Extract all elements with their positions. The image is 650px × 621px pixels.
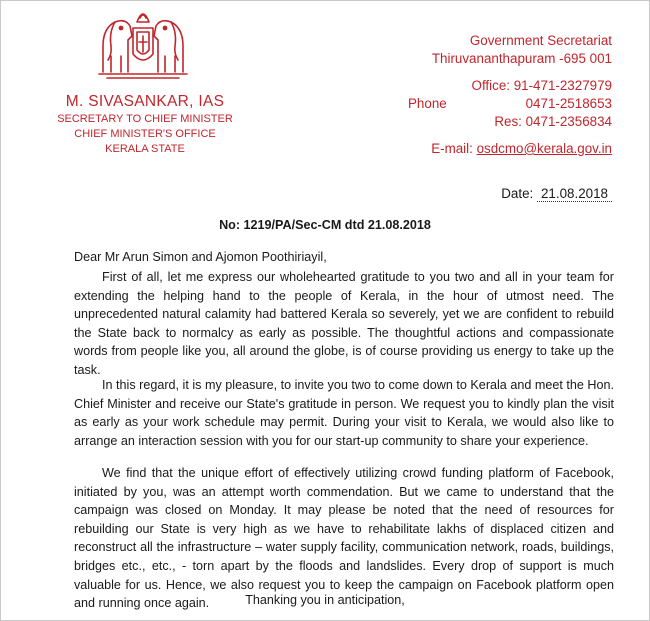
- phone-number: 0471-2518653: [525, 96, 612, 111]
- body-paragraph-1: First of all, let me express our wholehearted gratitude to you two and all in your team for extending the helping hand to the people of Kerala, in the hour of utmost need. The unprecedented natural calamity had battered Kerala so severely, yet we are confident to rebuild the State back to normalcy as early as possible. The thoughtful actions and compassionate words from people like you, all around the globe, is of course providing us energy to take up the task.: [74, 270, 614, 377]
- date-row: [501, 186, 612, 201]
- date-value: 21.08.2018: [537, 186, 612, 202]
- sender-office: CHIEF MINISTER'S OFFICE: [74, 128, 216, 140]
- reference-number: No: 1219/PA/Sec-CM dtd 21.08.2018: [219, 218, 431, 232]
- closing-line: Thanking you in anticipation,: [245, 593, 405, 607]
- address-block: [382, 32, 612, 68]
- address-line-2: Thiruvananthapuram -695 001: [431, 51, 612, 66]
- kerala-state-emblem-icon: [97, 2, 189, 80]
- sender-name: M. SIVASANKAR, IAS: [65, 93, 225, 110]
- address-line-1: Government Secretariat: [469, 33, 612, 48]
- sender-state: KERALA STATE: [105, 143, 185, 155]
- date-label: Date:: [501, 186, 537, 201]
- email-row: [431, 141, 612, 156]
- body-paragraph-2: In this regard, it is my pleasure, to invite you two to come down to Kerala and meet the Hon. Chief Minister and receive our State's gratitude in person. We request you to kindly plan the visit as early as your work schedule may permit. During your visit to Kerala, we would also like to arrange an interaction session with you for our start-up community to share your experience.: [74, 378, 614, 448]
- sender-title: SECRETARY TO CHIEF MINISTER: [57, 113, 233, 125]
- residence-phone: Res: 0471-2356834: [494, 114, 612, 129]
- phone-label: Phone: [408, 96, 447, 111]
- email-label: E-mail:: [431, 141, 477, 156]
- sender-block: [40, 92, 250, 157]
- salutation: Dear Mr Arun Simon and Ajomon Poothiriayil,: [74, 250, 327, 264]
- body-paragraph-3: We find that the unique effort of effectively utilizing crowd funding platform of Facebook, initiated by you, was an attempt worth commendation. But we came to understand that the campaign was closed on Monday. It may please be noted that the need of resources for rebuilding our State is very high as we have to rehabilitate lakhs of displaced citizen and reconstruct all the infrastructure – water supply facility, communication network, roads, buildings, bridges etc., etc., - torn apart by the floods and landslides. Every drop of support is much valuable for us. Hence, we also request you to keep the campaign on Facebook platform open and running once again.: [74, 466, 614, 611]
- email-link[interactable]: osdcmo@kerala.gov.in: [476, 141, 612, 156]
- office-phone: Office: 91-471-2327979: [471, 78, 612, 93]
